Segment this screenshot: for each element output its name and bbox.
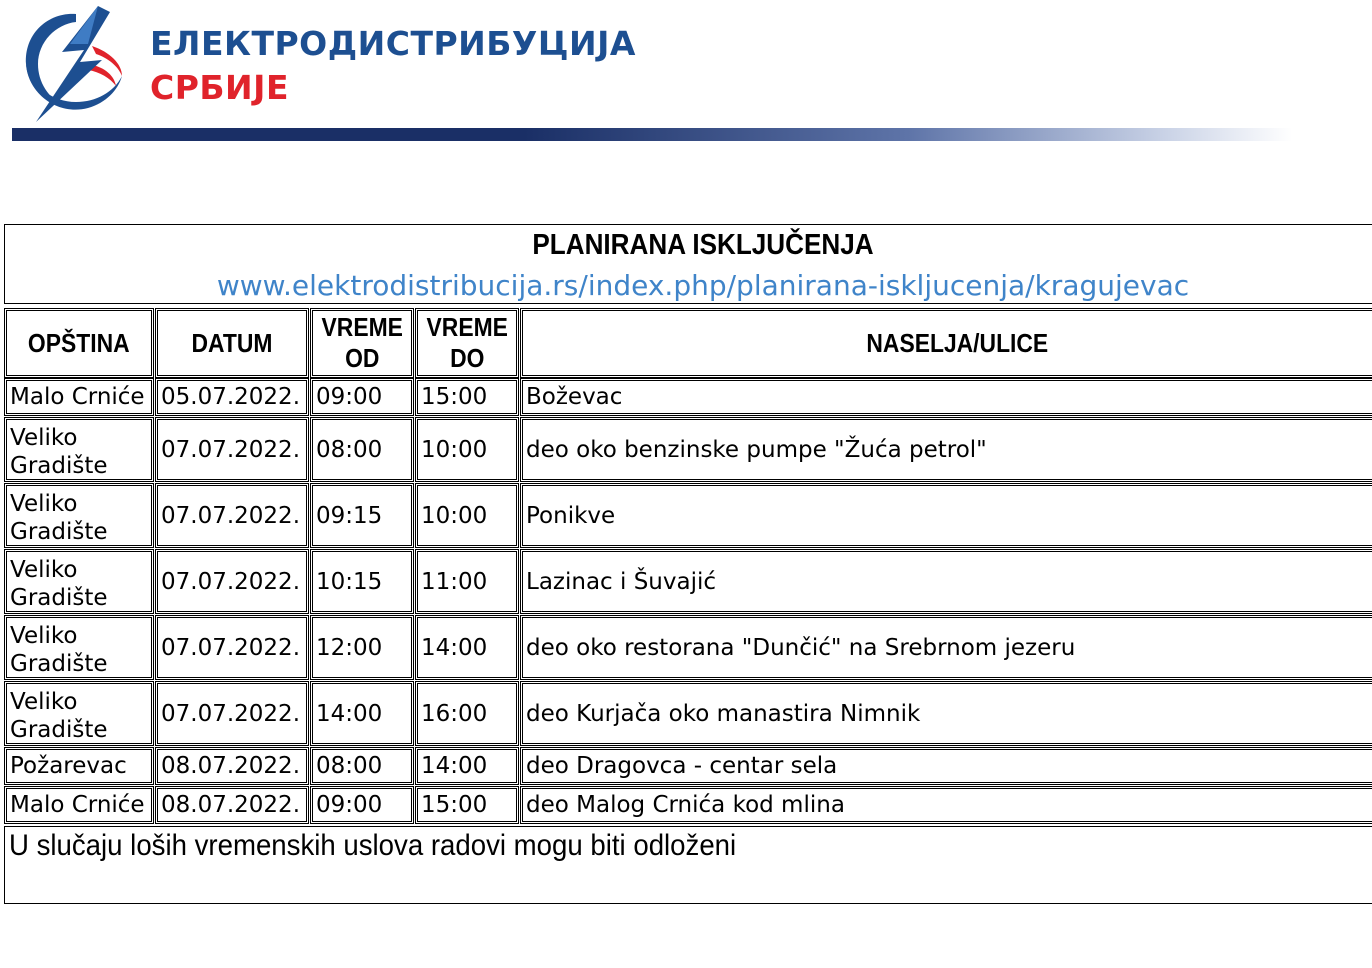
column-header-datum: DATUM [157,310,307,376]
brand-name-line1: ЕЛЕКТРОДИСТРИБУЦИЈА [150,24,636,63]
table-title: PLANIRANA ISKLJUČENJA [532,229,874,261]
table-cell-do: 15:00 [417,788,517,822]
column-header-vreme-od [312,310,412,376]
table-cell-naselja: Ponikve [522,485,1372,546]
table-cell-do: 14:00 [417,617,517,678]
table-cell-opstina: Veliko Gradište [6,419,152,480]
table-cell-datum: 07.07.2022. [157,419,307,480]
table-cell-datum: 07.07.2022. [157,485,307,546]
table-cell-opstina: Veliko Gradište [6,617,152,678]
table-cell-naselja: deo Dragovca - centar sela [522,749,1372,783]
brand-name-line2: СРБИЈЕ [150,68,289,107]
table-cell-od: 12:00 [312,617,412,678]
table-cell-do: 14:00 [417,749,517,783]
table-cell-naselja: Lazinac i Šuvajić [522,551,1372,612]
table-cell-do: 10:00 [417,485,517,546]
weather-note-box [4,826,1372,904]
table-cell-datum: 07.07.2022. [157,551,307,612]
table-cell-naselja: deo Malog Crnića kod mlina [522,788,1372,822]
table-cell-do: 15:00 [417,380,517,414]
table-cell-naselja: deo Kurjača oko manastira Nimnik [522,683,1372,744]
table-cell-naselja: deo oko restorana "Dunčić" na Srebrnom jezeru [522,617,1372,678]
vreme-do-label: VREME DO [426,312,508,373]
vreme-od-label: VREME OD [321,312,403,373]
table-cell-naselja: Boževac [522,380,1372,414]
table-cell-datum: 08.07.2022. [157,788,307,822]
table-cell-datum: 07.07.2022. [157,683,307,744]
table-cell-od: 09:00 [312,380,412,414]
table-cell-od: 08:00 [312,419,412,480]
table-cell-do: 10:00 [417,419,517,480]
table-cell-opstina: Malo Crniće [6,380,152,414]
table-cell-opstina: Veliko Gradište [6,683,152,744]
table-cell-do: 11:00 [417,551,517,612]
table-cell-datum: 07.07.2022. [157,617,307,678]
table-cell-od: 09:00 [312,788,412,822]
header-divider-bar [12,128,1292,141]
weather-note: U slučaju loših vremenskih uslova radovi mogu biti odloženi [9,829,737,862]
table-cell-do: 16:00 [417,683,517,744]
table-cell-opstina: Požarevac [6,749,152,783]
table-cell-od: 14:00 [312,683,412,744]
table-cell-opstina: Malo Crniće [6,788,152,822]
table-cell-datum: 05.07.2022. [157,380,307,414]
schedule-url-link[interactable]: www.elektrodistribucija.rs/index.php/planirana-iskljucenja/kragujevac [216,269,1190,302]
table-cell-datum: 08.07.2022. [157,749,307,783]
table-cell-od: 09:15 [312,485,412,546]
column-header-opstina: OPŠTINA [6,310,152,376]
eds-logo-icon [18,4,130,126]
table-cell-naselja: deo oko benzinske pumpe "Žuća petrol" [522,419,1372,480]
table-cell-opstina: Veliko Gradište [6,485,152,546]
column-header-vreme-do [417,310,517,376]
table-cell-opstina: Veliko Gradište [6,551,152,612]
table-title-box [4,224,1372,304]
table-cell-od: 08:00 [312,749,412,783]
table-cell-od: 10:15 [312,551,412,612]
column-header-naselja: NASELJA/ULICE [522,310,1372,376]
